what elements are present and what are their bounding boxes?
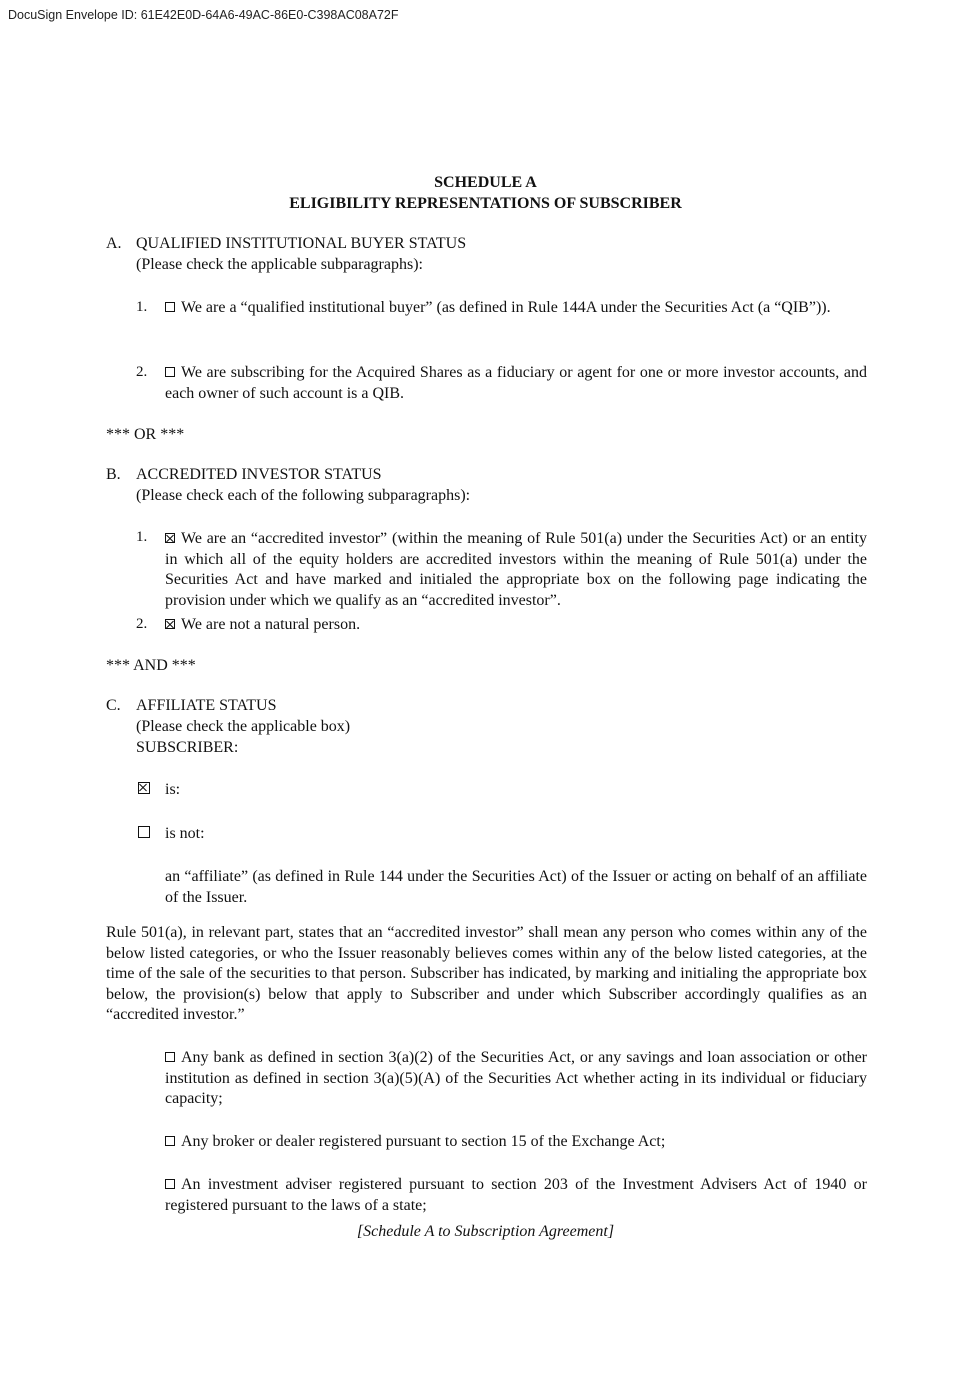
checkbox-checked[interactable] (165, 533, 175, 543)
checkbox[interactable] (165, 1052, 175, 1062)
section-a-letter: A. (106, 235, 122, 252)
section-b-instruction: (Please check each of the following subparagraphs): (136, 487, 471, 504)
section-a-item-1 (165, 298, 867, 319)
section-a-item-1-number: 1. (136, 299, 148, 315)
section-a-instruction: (Please check the applicable subparagraphs): (136, 256, 423, 273)
section-b-item-1-number: 1. (136, 529, 148, 545)
section-b-item-1 (165, 529, 867, 611)
section-b-item-2-text: We are not a natural person. (181, 616, 361, 633)
section-b-item-1-text: We are an “accredited investor” (within the meaning of Rule 501(a) under the Securities Act) or an entity in which all of the equity holders are accredited investors within the meaning of Rule 501(a) under the Securities Act and have marked and initialed the appropriate box on the following page indicating the provision under which we qualify as an “accredited investor”. (165, 530, 867, 609)
checkbox-checked[interactable] (138, 782, 150, 794)
category-broker (165, 1132, 867, 1153)
category-bank (165, 1048, 867, 1110)
section-b-heading: ACCREDITED INVESTOR STATUS (136, 466, 382, 483)
section-c-instruction: (Please check the applicable box) (136, 718, 351, 735)
affiliate-option-is-not-text: is not: (165, 825, 205, 842)
affiliate-option-is-text: is: (165, 781, 181, 798)
affiliate-text: an “affiliate” (as defined in Rule 144 under the Securities Act) of the Issuer or acting on behalf of an affiliate of the Issuer. (165, 868, 867, 906)
section-b-item-2 (165, 615, 360, 636)
page-subtitle: ELIGIBILITY REPRESENTATIONS OF SUBSCRIBER (289, 195, 682, 212)
section-b-letter: B. (106, 466, 121, 483)
category-bank-text: Any bank as defined in section 3(a)(2) of the Securities Act, or any savings and loan association or other institution as defined in section 3(a)(5)(A) of the Securities Act whether acting in its individual or fiduciary capacity; (165, 1049, 867, 1107)
rule-501-paragraph: Rule 501(a), in relevant part, states that an “accredited investor” shall mean any person who comes within any of the below listed categories, or who the Issuer reasonably believes comes within any of the below listed categories, at the time of the sale of the securities to that person. Subscriber has indicated, by marking and initialing the appropriate box below, the provision(s) below that apply to Subscriber and under which Subscriber accordingly qualifies as an “accredited investor.” (106, 924, 867, 1023)
page-title: SCHEDULE A (434, 174, 537, 191)
section-c-heading: AFFILIATE STATUS (136, 697, 277, 714)
separator-or: *** OR *** (106, 426, 185, 443)
category-investment-adviser-text: An investment adviser registered pursuant to section 203 of the Investment Advisers Act of 1940 or registered pursuant to the laws of a state; (165, 1176, 867, 1214)
checkbox[interactable] (165, 367, 175, 377)
envelope-id: DocuSign Envelope ID: 61E42E0D-64A6-49AC-86E0-C398AC08A72F (8, 8, 399, 22)
section-a-item-1-text: We are a “qualified institutional buyer” (as defined in Rule 144A under the Securities Act (a “QIB”)). (181, 299, 831, 316)
section-c-letter: C. (106, 697, 121, 714)
checkbox[interactable] (165, 302, 175, 312)
checkbox-checked[interactable] (165, 619, 175, 629)
page-footer: [Schedule A to Subscription Agreement] (356, 1223, 615, 1240)
checkbox[interactable] (165, 1179, 175, 1189)
checkbox[interactable] (165, 1136, 175, 1146)
affiliate-option-is-not (138, 824, 205, 845)
section-b-item-2-number: 2. (136, 616, 148, 632)
affiliate-option-is (138, 780, 180, 801)
category-broker-text: Any broker or dealer registered pursuant to section 15 of the Exchange Act; (181, 1133, 666, 1150)
checkbox[interactable] (138, 826, 150, 838)
separator-and: *** AND *** (106, 657, 196, 674)
section-a-item-2-text: We are subscribing for the Acquired Shares as a fiduciary or agent for one or more investor accounts, and each owner of such account is a QIB. (165, 364, 867, 402)
section-c-label: SUBSCRIBER: (136, 739, 239, 756)
category-investment-adviser (165, 1175, 867, 1216)
section-a-item-2 (165, 363, 867, 404)
section-a-heading: QUALIFIED INSTITUTIONAL BUYER STATUS (136, 235, 467, 252)
section-a-item-2-number: 2. (136, 364, 148, 380)
